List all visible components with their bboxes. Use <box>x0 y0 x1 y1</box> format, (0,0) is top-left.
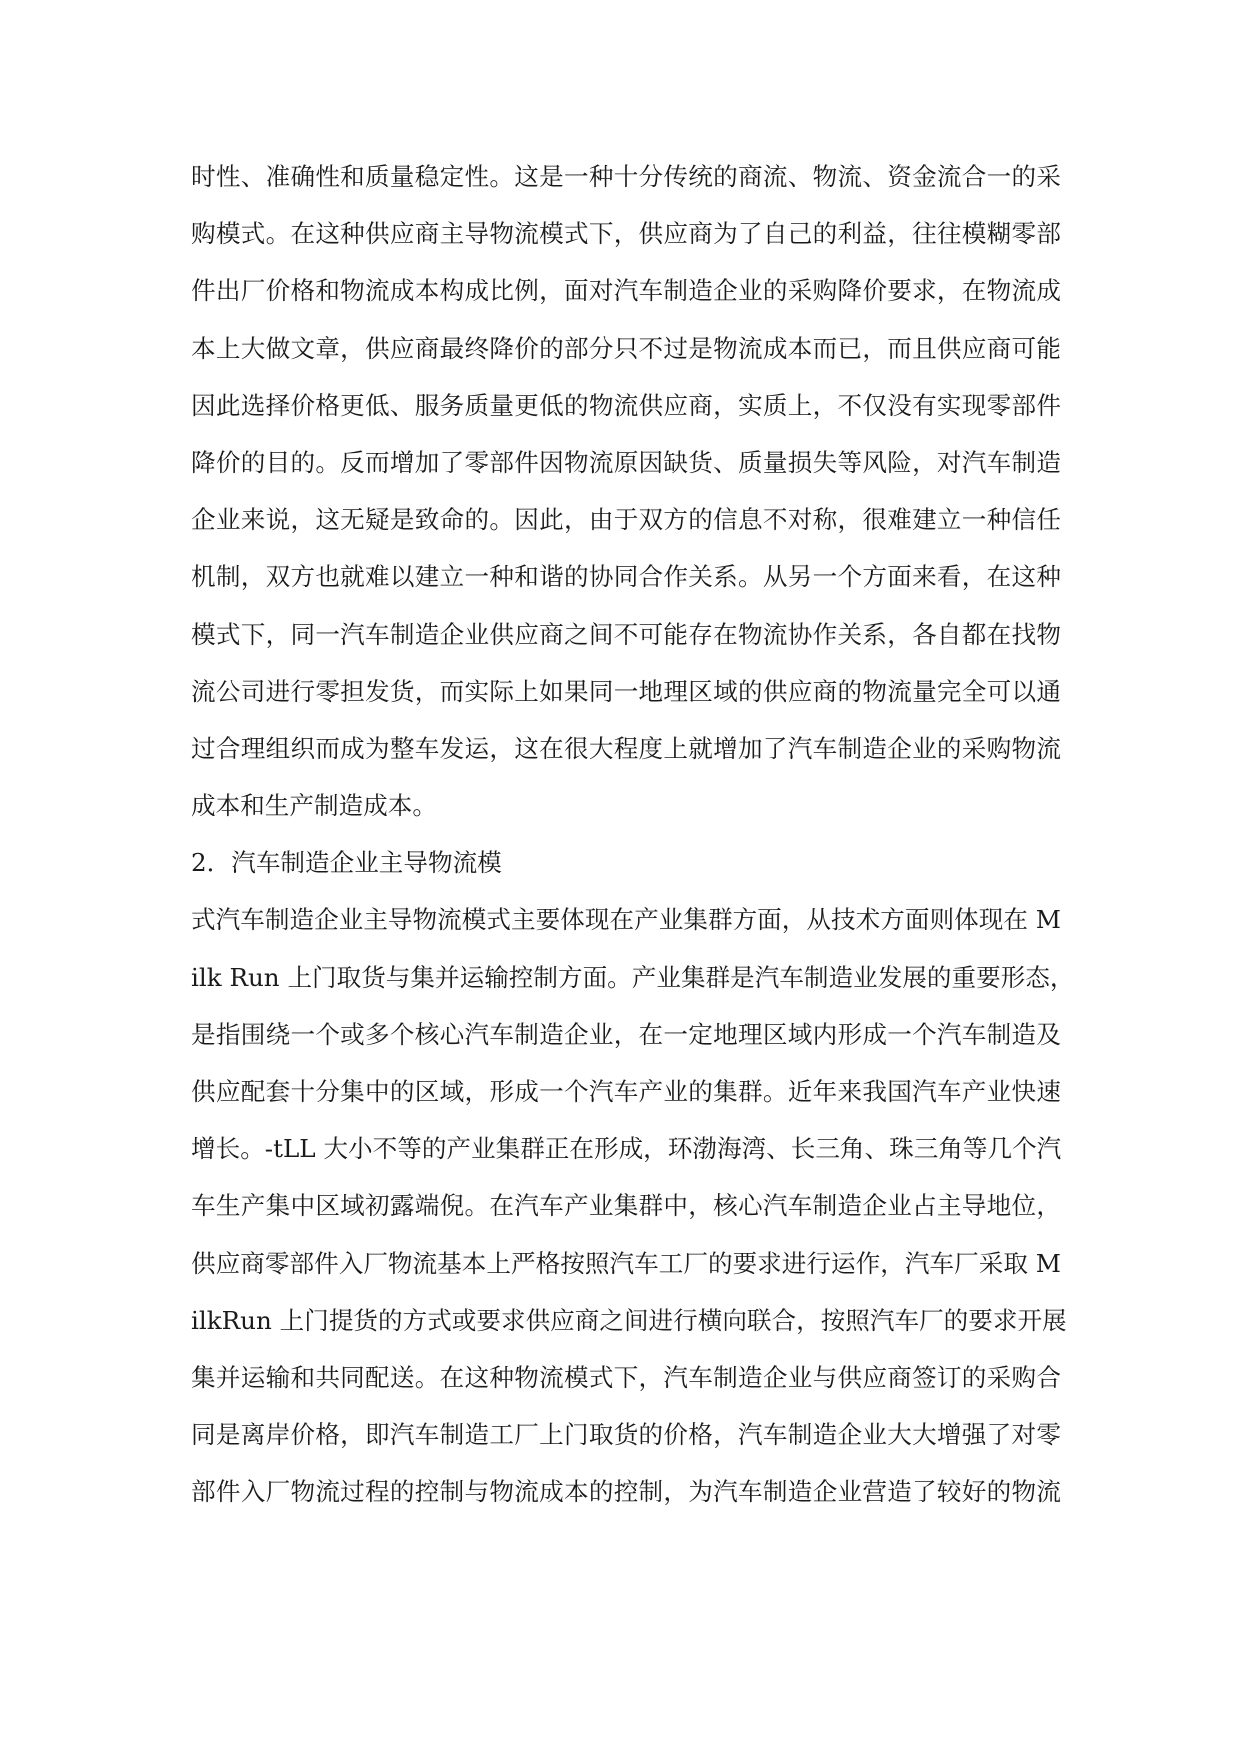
paragraph-line: 过合理组织而成为整车发运，这在很大程度上就增加了汽车制造企业的采购物流 <box>191 733 1061 763</box>
paragraph-line: 本上大做文章，供应商最终降价的部分只不过是物流成本而已，而且供应商可能 <box>191 333 1061 363</box>
paragraph-line: 机制，双方也就难以建立一种和谐的协同合作关系。从另一个方面来看，在这种 <box>191 562 1061 592</box>
paragraph-line: 集并运输和共同配送。在这种物流模式下，汽车制造企业与供应商签订的采购合 <box>191 1362 1061 1392</box>
paragraph-line: 成本和生产制造成本。 <box>191 791 437 821</box>
paragraph-line: 式汽车制造企业主导物流模式主要体现在产业集群方面，从技术方面则体现在 M <box>191 905 1061 935</box>
paragraph-line: 企业来说，这无疑是致命的。因此，由于双方的信息不对称，很难建立一种信任 <box>191 505 1061 535</box>
paragraph-line: 增长。-tLL 大小不等的产业集群正在形成，环渤海湾、长三角、珠三角等几个汽 <box>191 1134 1062 1164</box>
paragraph-line: ilk Run 上门取货与集并运输控制方面。产业集群是汽车制造业发展的重要形态， <box>191 962 1075 992</box>
body-text <box>191 148 1075 1521</box>
paragraph-line: 部件入厂物流过程的控制与物流成本的控制，为汽车制造企业营造了较好的物流 <box>191 1477 1061 1507</box>
paragraph-line: 购模式。在这种供应商主导物流模式下，供应商为了自己的利益，往往模糊零部 <box>191 219 1061 249</box>
paragraph-line: 模式下，同一汽车制造企业供应商之间不可能存在物流协作关系，各自都在找物 <box>191 619 1061 649</box>
paragraph-line: 同是离岸价格，即汽车制造工厂上门取货的价格，汽车制造企业大大增强了对零 <box>191 1420 1061 1450</box>
paragraph-line: 降价的目的。反而增加了零部件因物流原因缺货、质量损失等风险，对汽车制造 <box>191 447 1061 477</box>
paragraph-line: 供应配套十分集中的区域，形成一个汽车产业的集群。近年来我国汽车产业快速 <box>191 1077 1061 1106</box>
paragraph-line: 因此选择价格更低、服务质量更低的物流供应商，实质上，不仅没有实现零部件 <box>191 390 1061 420</box>
paragraph-line: 流公司进行零担发货，而实际上如果同一地理区域的供应商的物流量完全可以通 <box>191 676 1061 706</box>
section-heading: 2．汽车制造企业主导物流模 <box>191 848 502 878</box>
paragraph-line: 时性、准确性和质量稳定性。这是一种十分传统的商流、物流、资金流合一的采 <box>191 162 1061 191</box>
paragraph-line: ilkRun 上门提货的方式或要求供应商之间进行横向联合，按照汽车厂的要求开展 <box>191 1305 1067 1335</box>
paragraph-line: 是指围绕一个或多个核心汽车制造企业，在一定地理区域内形成一个汽车制造及 <box>191 1019 1061 1049</box>
paragraph-line: 供应商零部件入厂物流基本上严格按照汽车工厂的要求进行运作，汽车厂采取 M <box>191 1248 1061 1278</box>
paragraph-line: 车生产集中区域初露端倪。在汽车产业集群中，核心汽车制造企业占主导地位， <box>191 1191 1061 1221</box>
paragraph-line: 件出厂价格和物流成本构成比例，面对汽车制造企业的采购降价要求，在物流成 <box>191 276 1061 306</box>
